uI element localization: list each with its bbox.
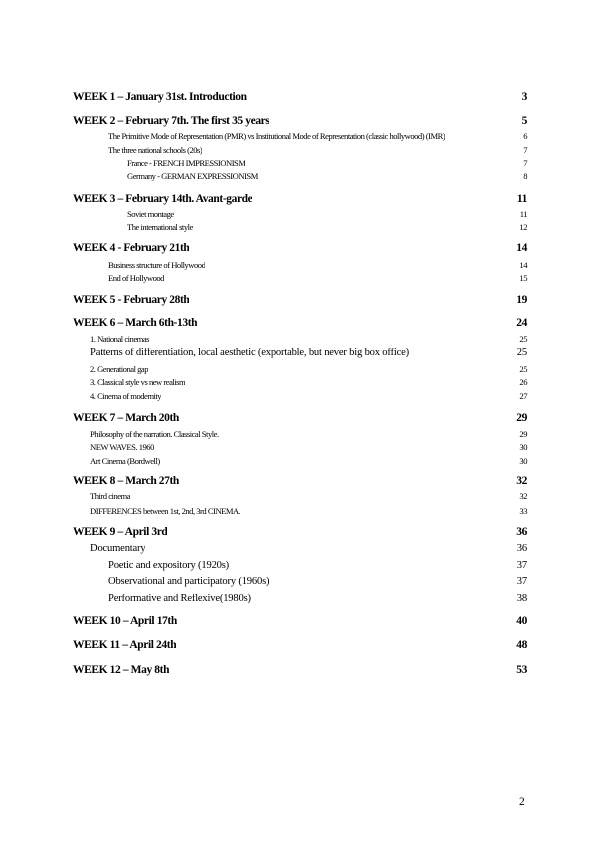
toc-entry-page: 48 (516, 639, 527, 651)
toc-entry-title: Documentary (90, 544, 146, 554)
toc-entry-title: WEEK 10 – April 17th (73, 616, 177, 627)
toc-entry-page: 8 (523, 171, 527, 181)
toc-entry-cinema-of-modernity[interactable] (90, 392, 527, 401)
toc-entry-page: 11 (519, 209, 527, 219)
toc-entry-week-5[interactable] (73, 295, 527, 307)
toc-entry-week-10[interactable] (73, 616, 527, 628)
toc-entry-title: The international style (127, 223, 193, 232)
toc-entry-national-cinemas[interactable] (90, 335, 527, 344)
toc-entry-page: 24 (516, 317, 527, 329)
toc-entry-poetic-expository[interactable] (108, 561, 527, 572)
toc-entry-title: WEEK 1 – January 31st. Introduction (73, 92, 247, 103)
toc-entry-pmr-vs-imr[interactable] (108, 132, 527, 141)
toc-entry-international-style[interactable] (127, 223, 527, 232)
toc-entry-soviet-montage[interactable] (127, 210, 527, 219)
toc-entry-title: WEEK 7 – March 20th (73, 413, 179, 424)
toc-entry-title: Poetic and expository (1920s) (108, 561, 230, 571)
toc-entry-page: 38 (516, 593, 527, 604)
toc-entry-page: 40 (516, 615, 527, 627)
toc-entry-page: 25 (516, 347, 527, 358)
toc-entry-page: 6 (523, 131, 527, 141)
toc-entry-week-4[interactable] (73, 243, 527, 255)
toc-entry-end-of-hollywood[interactable] (108, 274, 527, 283)
toc-entry-generational-gap[interactable] (90, 365, 527, 374)
toc-entry-week-11[interactable] (73, 640, 527, 652)
toc-entry-page: 30 (519, 442, 527, 452)
toc-entry-page: 14 (519, 260, 527, 270)
toc-entry-page: 19 (516, 294, 527, 306)
toc-entry-title: 3. Classical style vs new realism (90, 378, 186, 387)
toc-entry-third-cinema[interactable] (90, 492, 527, 501)
toc-entry-page: 12 (519, 222, 527, 232)
toc-entry-page: 7 (523, 158, 527, 168)
toc-entry-philosophy-of-narration[interactable] (90, 430, 527, 439)
toc-entry-classical-vs-new-realism[interactable] (90, 378, 527, 387)
toc-entry-documentary[interactable] (90, 544, 527, 555)
toc-entry-title: Germany - GERMAN EXPRESSIONISM (127, 172, 258, 181)
toc-entry-german-expressionism[interactable] (127, 172, 527, 181)
toc-entry-week-6[interactable] (73, 318, 527, 330)
toc-entry-title: 1. National cinemas (90, 335, 149, 344)
toc-entry-title: WEEK 4 - February 21th (73, 243, 190, 254)
toc-entry-three-national-schools[interactable] (108, 146, 527, 155)
toc-entry-new-waves[interactable] (90, 443, 527, 452)
toc-entry-page: 3 (521, 91, 527, 103)
toc-entry-title: Art Cinema (Bordwell) (90, 457, 160, 466)
toc-entry-page: 26 (519, 377, 527, 387)
toc-entry-title: Performative and Reflexive(1980s) (108, 594, 251, 604)
toc-entry-title: WEEK 2 – February 7th. The first 35 years (73, 116, 270, 127)
page-number: 2 (519, 796, 525, 808)
toc-entry-page: 14 (516, 242, 527, 254)
toc-entry-title: End of Hollywood (108, 274, 164, 283)
toc-entry-page: 11 (516, 193, 527, 205)
toc-entry-page: 32 (516, 475, 527, 487)
toc-entry-title: WEEK 9 – April 3rd (73, 527, 168, 538)
toc-entry-title: Observational and participatory (1960s) (108, 577, 270, 587)
toc-entry-page: 32 (519, 491, 527, 501)
toc-entry-title: Philosophy of the narration. Classical Style. (90, 430, 219, 439)
toc-entry-french-impressionism[interactable] (127, 159, 527, 168)
toc-entry-title: Business structure of Hollywood (108, 261, 206, 270)
toc-entry-page: 29 (519, 429, 527, 439)
toc-entry-week-2[interactable] (73, 116, 527, 128)
toc-entry-week-7[interactable] (73, 413, 527, 425)
toc-entry-page: 25 (519, 334, 527, 344)
toc-entry-title: WEEK 3 – February 14th. Avant-garde (73, 194, 253, 205)
toc-entry-title: 2. Generational gap (90, 365, 149, 374)
toc-entry-page: 7 (523, 145, 527, 155)
toc-entry-page: 15 (519, 273, 527, 283)
toc-entry-page: 27 (519, 391, 527, 401)
toc-entry-title: Third cinema (90, 492, 131, 501)
toc-entry-week-3[interactable] (73, 194, 527, 206)
toc-entry-page: 37 (516, 576, 527, 587)
toc-entry-title: DIFFERENCES between 1st, 2nd, 3rd CINEMA. (90, 507, 241, 516)
toc-entry-differences-cinema[interactable] (90, 507, 527, 516)
toc-entry-observational-participatory[interactable] (108, 577, 527, 588)
toc-entry-page: 33 (519, 506, 527, 516)
toc-entry-title: WEEK 12 – May 8th (73, 665, 170, 676)
toc-entry-week-12[interactable] (73, 665, 527, 677)
toc-entry-page: 30 (519, 456, 527, 466)
toc-entry-title: WEEK 11 – April 24th (73, 640, 177, 651)
toc-entry-title: The three national schools (20s) (108, 146, 203, 155)
toc-entry-week-8[interactable] (73, 476, 527, 488)
toc-entry-page: 36 (516, 526, 527, 538)
toc-entry-title: The Primitive Mode of Representation (PMR) vs Institutional Mode of Representation (classic hollywood) (IMR) (108, 132, 446, 141)
toc-entry-week-9[interactable] (73, 527, 527, 539)
toc-entry-title: WEEK 8 – March 27th (73, 476, 179, 487)
toc-entry-title: NEW WAVES. 1960 (90, 443, 154, 452)
toc-entry-page: 29 (516, 412, 527, 424)
toc-entry-title: WEEK 6 – March 6th-13th (73, 318, 198, 329)
toc-entry-page: 36 (516, 543, 527, 554)
toc-entry-performative-reflexive[interactable] (108, 594, 527, 605)
toc-entry-business-structure[interactable] (108, 261, 527, 270)
toc-entry-title: Patterns of differentiation, local aesthetic (exportable, but never big box office) (90, 348, 409, 358)
toc-entry-page: 37 (516, 560, 527, 571)
toc-entry-patterns-of-differentiation[interactable] (90, 348, 527, 359)
toc-entry-title: France - FRENCH IMPRESSIONISM (127, 159, 246, 168)
toc-entry-page: 53 (516, 664, 527, 676)
toc-entry-art-cinema[interactable] (90, 457, 527, 466)
toc-entry-title: WEEK 5 - February 28th (73, 295, 190, 306)
toc-entry-title: 4. Cinema of modernity (90, 392, 162, 401)
toc-entry-title: Soviet montage (127, 210, 174, 219)
toc-entry-page: 5 (521, 115, 527, 127)
toc-entry-week-1[interactable] (73, 92, 527, 104)
toc-entry-page: 25 (519, 364, 527, 374)
